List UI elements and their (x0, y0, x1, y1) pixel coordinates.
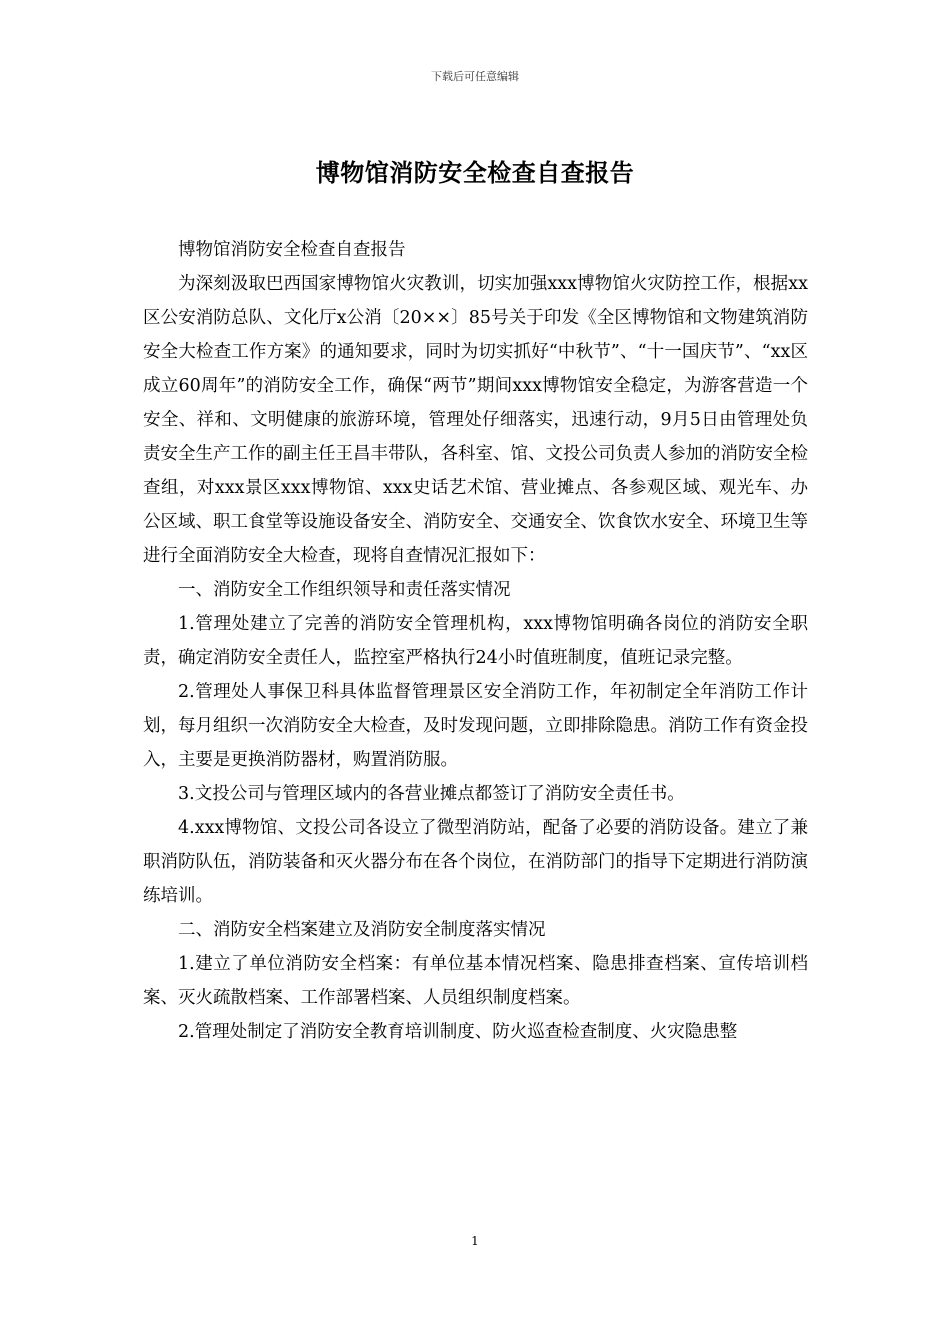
paragraph-item: 1.建立了单位消防安全档案：有单位基本情况档案、隐患排查档案、宣传培训档案、灭火疏散档案、工作部署档案、人员组织制度档案。 (143, 954, 808, 1008)
document-body (143, 233, 808, 1049)
paragraph-intro: 为深刻汲取巴西国家博物馆火灾教训，切实加强xxx博物馆火灾防控工作，根据xx区公安消防总队、文化厅x公消〔20××〕85号关于印发《全区博物馆和文物建筑消防安全大检查工作方案》的通知要求，同时为切实抓好“中秋节”、“十一国庆节”、“xx区成立60周年”的消防安全工作，确保“两节”期间xxx博物馆安全稳定，为游客营造一个安全、祥和、文明健康的旅游环境，管理处仔细落实，迅速行动，9月5日由管理处负责安全生产工作的副主任王昌丰带队，各科室、馆、文投公司负责人参加的消防安全检查组，对xxx景区xxx博物馆、xxx史话艺术馆、营业摊点、各参观区域、观光车、办公区域、职工食堂等设施设备安全、消防安全、交通安全、饮食饮水安全、环境卫生等进行全面消防安全大检查，现将自查情况汇报如下： (143, 274, 808, 566)
paragraph-item: 1.管理处建立了完善的消防安全管理机构，xxx博物馆明确各岗位的消防安全职责，确定消防安全责任人，监控室严格执行24小时值班制度，值班记录完整。 (143, 614, 808, 668)
header-note: 下载后可任意编辑 (431, 70, 519, 83)
paragraph-subtitle: 博物馆消防安全检查自查报告 (178, 240, 406, 260)
paragraph-item: 4.xxx博物馆、文投公司各设立了微型消防站，配备了必要的消防设备。建立了兼职消防队伍，消防装备和灭火器分布在各个岗位，在消防部门的指导下定期进行消防演练培训。 (143, 818, 808, 906)
section-heading-1: 一、消防安全工作组织领导和责任落实情况 (178, 580, 511, 600)
page-number: 1 (471, 1234, 479, 1248)
document-title: 博物馆消防安全检查自查报告 (315, 158, 635, 187)
paragraph-item: 2.管理处人事保卫科具体监督管理景区安全消防工作，年初制定全年消防工作计划，每月组织一次消防安全大检查，及时发现问题，立即排除隐患。消防工作有资金投入，主要是更换消防器材，购置消防服。 (143, 682, 808, 770)
paragraph-item: 2.管理处制定了消防安全教育培训制度、防火巡查检查制度、火灾隐患整 (178, 1022, 738, 1042)
section-heading-2: 二、消防安全档案建立及消防安全制度落实情况 (178, 920, 546, 940)
paragraph-item: 3.文投公司与管理区域内的各营业摊点都签订了消防安全责任书。 (178, 784, 685, 804)
